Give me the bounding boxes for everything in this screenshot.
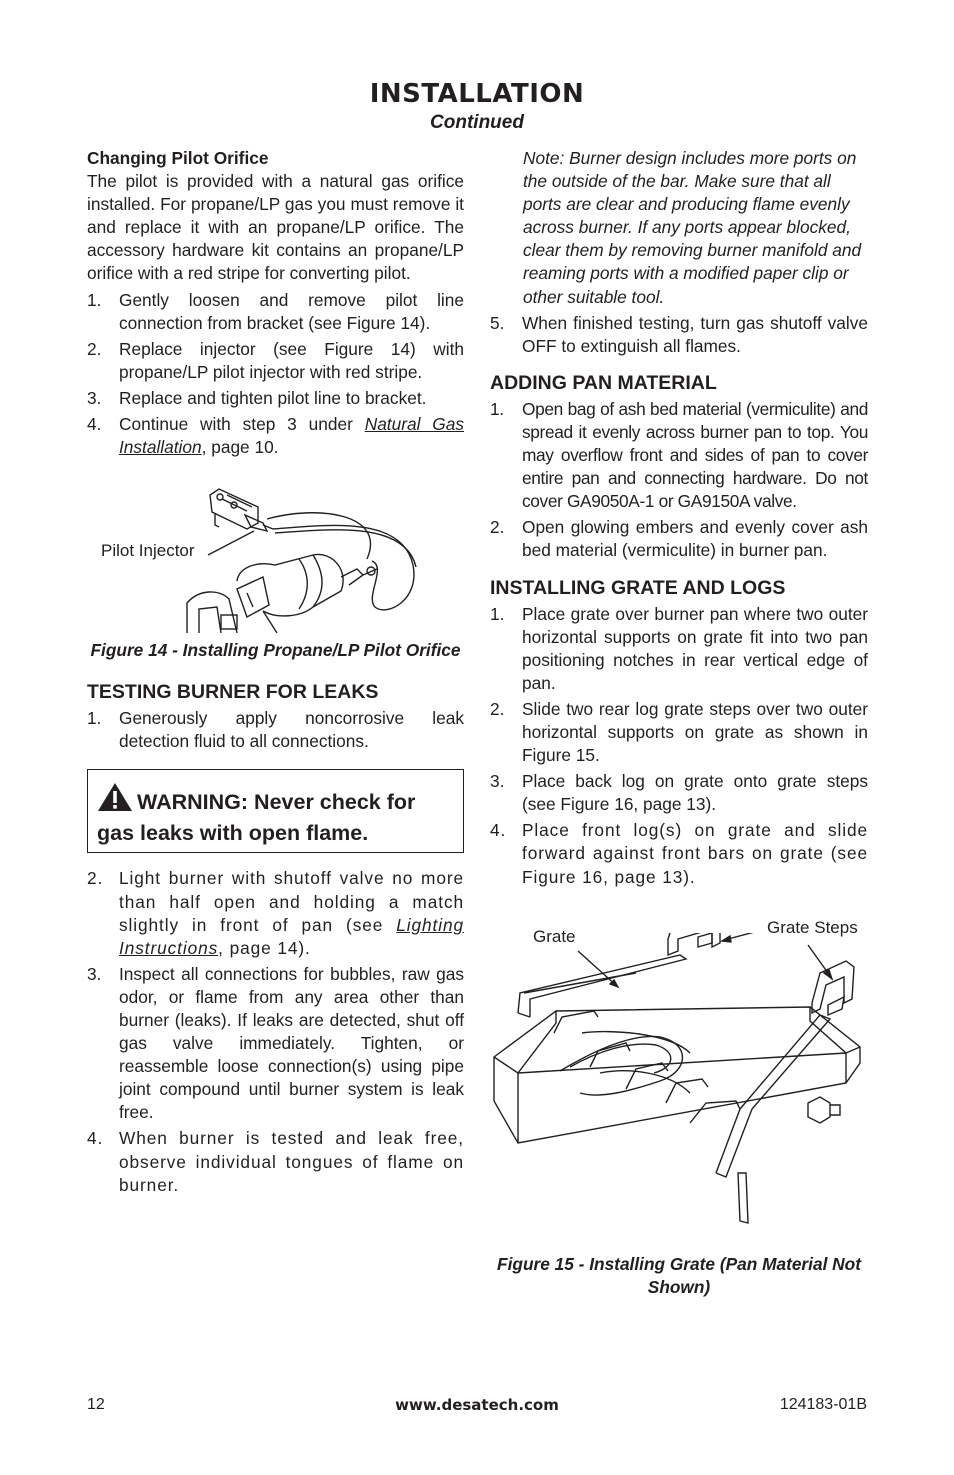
testing-steps-list-c bbox=[490, 312, 868, 358]
figure-14-illustration bbox=[87, 485, 464, 633]
page-subtitle: Continued bbox=[430, 112, 524, 133]
list-item: 1. Place grate over burner pan where two outer horizontal supports on grate fit into two pan positioning notches in rear vertical edge of pan. bbox=[490, 603, 868, 693]
page-number: 12 bbox=[87, 1396, 105, 1413]
right-column bbox=[490, 147, 868, 1299]
document-code: 124183-01B bbox=[779, 1396, 867, 1413]
pan-material-steps-list bbox=[490, 398, 868, 563]
figure-14-caption: Figure 14 - Installing Propane/LP Pilot Orifice bbox=[90, 640, 461, 661]
list-item: 1. Generously apply noncorrosive leak detection fluid to all connections. bbox=[87, 708, 464, 752]
grate-assembly-drawing bbox=[490, 933, 868, 1243]
page-title: INSTALLATION bbox=[369, 79, 585, 109]
pilot-steps-list bbox=[87, 289, 464, 460]
list-item: 3. Replace and tighten pilot line to bracket. bbox=[87, 387, 427, 408]
natural-gas-installation-link[interactable]: Natural Gas Installation bbox=[119, 414, 464, 458]
warning-text: WARNING: Never check for gas leaks with open flame. bbox=[97, 790, 416, 846]
pilot-injector-label: Pilot Injector bbox=[101, 541, 195, 561]
pilot-intro-paragraph: The pilot is provided with a natural gas orifice installed. For propane/LP gas you must remove it and replace it with an propane/LP orifice. The accessory hardware kit contains an propane/LP orifice with a red stripe for converting pilot. bbox=[87, 171, 464, 284]
grate-steps-label: Grate Steps bbox=[767, 917, 858, 937]
grate-label: Grate bbox=[533, 926, 576, 946]
pilot-orifice-heading: Changing Pilot Orifice bbox=[87, 148, 269, 168]
adding-pan-material-heading: ADDING PAN MATERIAL bbox=[490, 371, 717, 394]
warning-box bbox=[87, 769, 464, 853]
list-item: 4. When burner is tested and leak free, observe individual tongues of flame on burner. bbox=[87, 1128, 464, 1195]
figure-15-illustration bbox=[490, 913, 868, 1253]
warning-triangle-icon bbox=[97, 782, 133, 819]
list-item: 2. Replace injector (see Figure 14) with propane/LP pilot injector with red stripe. bbox=[87, 338, 464, 382]
testing-steps-list-a bbox=[87, 707, 464, 753]
list-item: 1. Gently loosen and remove pilot line connection from bracket (see Figure 14). bbox=[87, 289, 464, 333]
list-item: 2. Slide two rear log grate steps over two outer horizontal supports on grate as shown in Figure 15. bbox=[490, 698, 868, 766]
list-item: 2. Light burner with shutoff valve no more than half open and holding a match slightly in front of pan (see Lighting Instructions, page 14). bbox=[87, 868, 464, 958]
list-item: 4. Continue with step 3 under Natural Gas Installation, page 10. bbox=[87, 414, 464, 458]
website-link[interactable]: www.desatech.com bbox=[395, 1396, 559, 1414]
figure-15-caption: Figure 15 - Installing Grate (Pan Material Not Shown) bbox=[497, 1253, 861, 1297]
lighting-instructions-link[interactable]: Lighting Instructions bbox=[119, 914, 464, 958]
installing-grate-heading: INSTALLING GRATE AND LOGS bbox=[490, 576, 786, 599]
testing-burner-heading: TESTING BURNER FOR LEAKS bbox=[87, 681, 379, 704]
burner-design-note: Note: Burner design includes more ports on the outside of the bar. Make sure that all ports are clear and producing flame evenly across burner. If any ports appear blocked, clear them by removing burner manifold and reaming ports with a modified paper clip or other suitable tool. bbox=[523, 148, 862, 307]
grate-steps-list bbox=[490, 603, 868, 889]
list-item: 1. Open bag of ash bed material (vermiculite) and spread it evenly across burner pan to top. You may overflow front and sides of pan to cover entire pan and connecting hardware. Do not cover GA9050A-1 or GA9150A valve. bbox=[490, 398, 868, 512]
testing-steps-list-b bbox=[87, 867, 464, 1196]
list-item: 5. When finished testing, turn gas shutoff valve OFF to extinguish all flames. bbox=[490, 312, 868, 356]
pilot-assembly-drawing bbox=[87, 485, 464, 633]
list-item: 3. Place back log on grate onto grate steps (see Figure 16, page 13). bbox=[490, 771, 868, 815]
left-column bbox=[87, 147, 464, 1197]
list-item: 3. Inspect all connections for bubbles, raw gas odor, or flame from any area other than burner (leaks). If leaks are detected, shut off gas valve immediately. Tighten, or reassemble loose connection(s) using pipe joint compound until burner system is leak free. bbox=[87, 963, 464, 1123]
list-item: 2. Open glowing embers and evenly cover ash bed material (vermiculite) in burner pan. bbox=[490, 517, 868, 561]
list-item: 4. Place front log(s) on grate and slide forward against front bars on grate (see Figure 16, page 13). bbox=[490, 820, 868, 887]
